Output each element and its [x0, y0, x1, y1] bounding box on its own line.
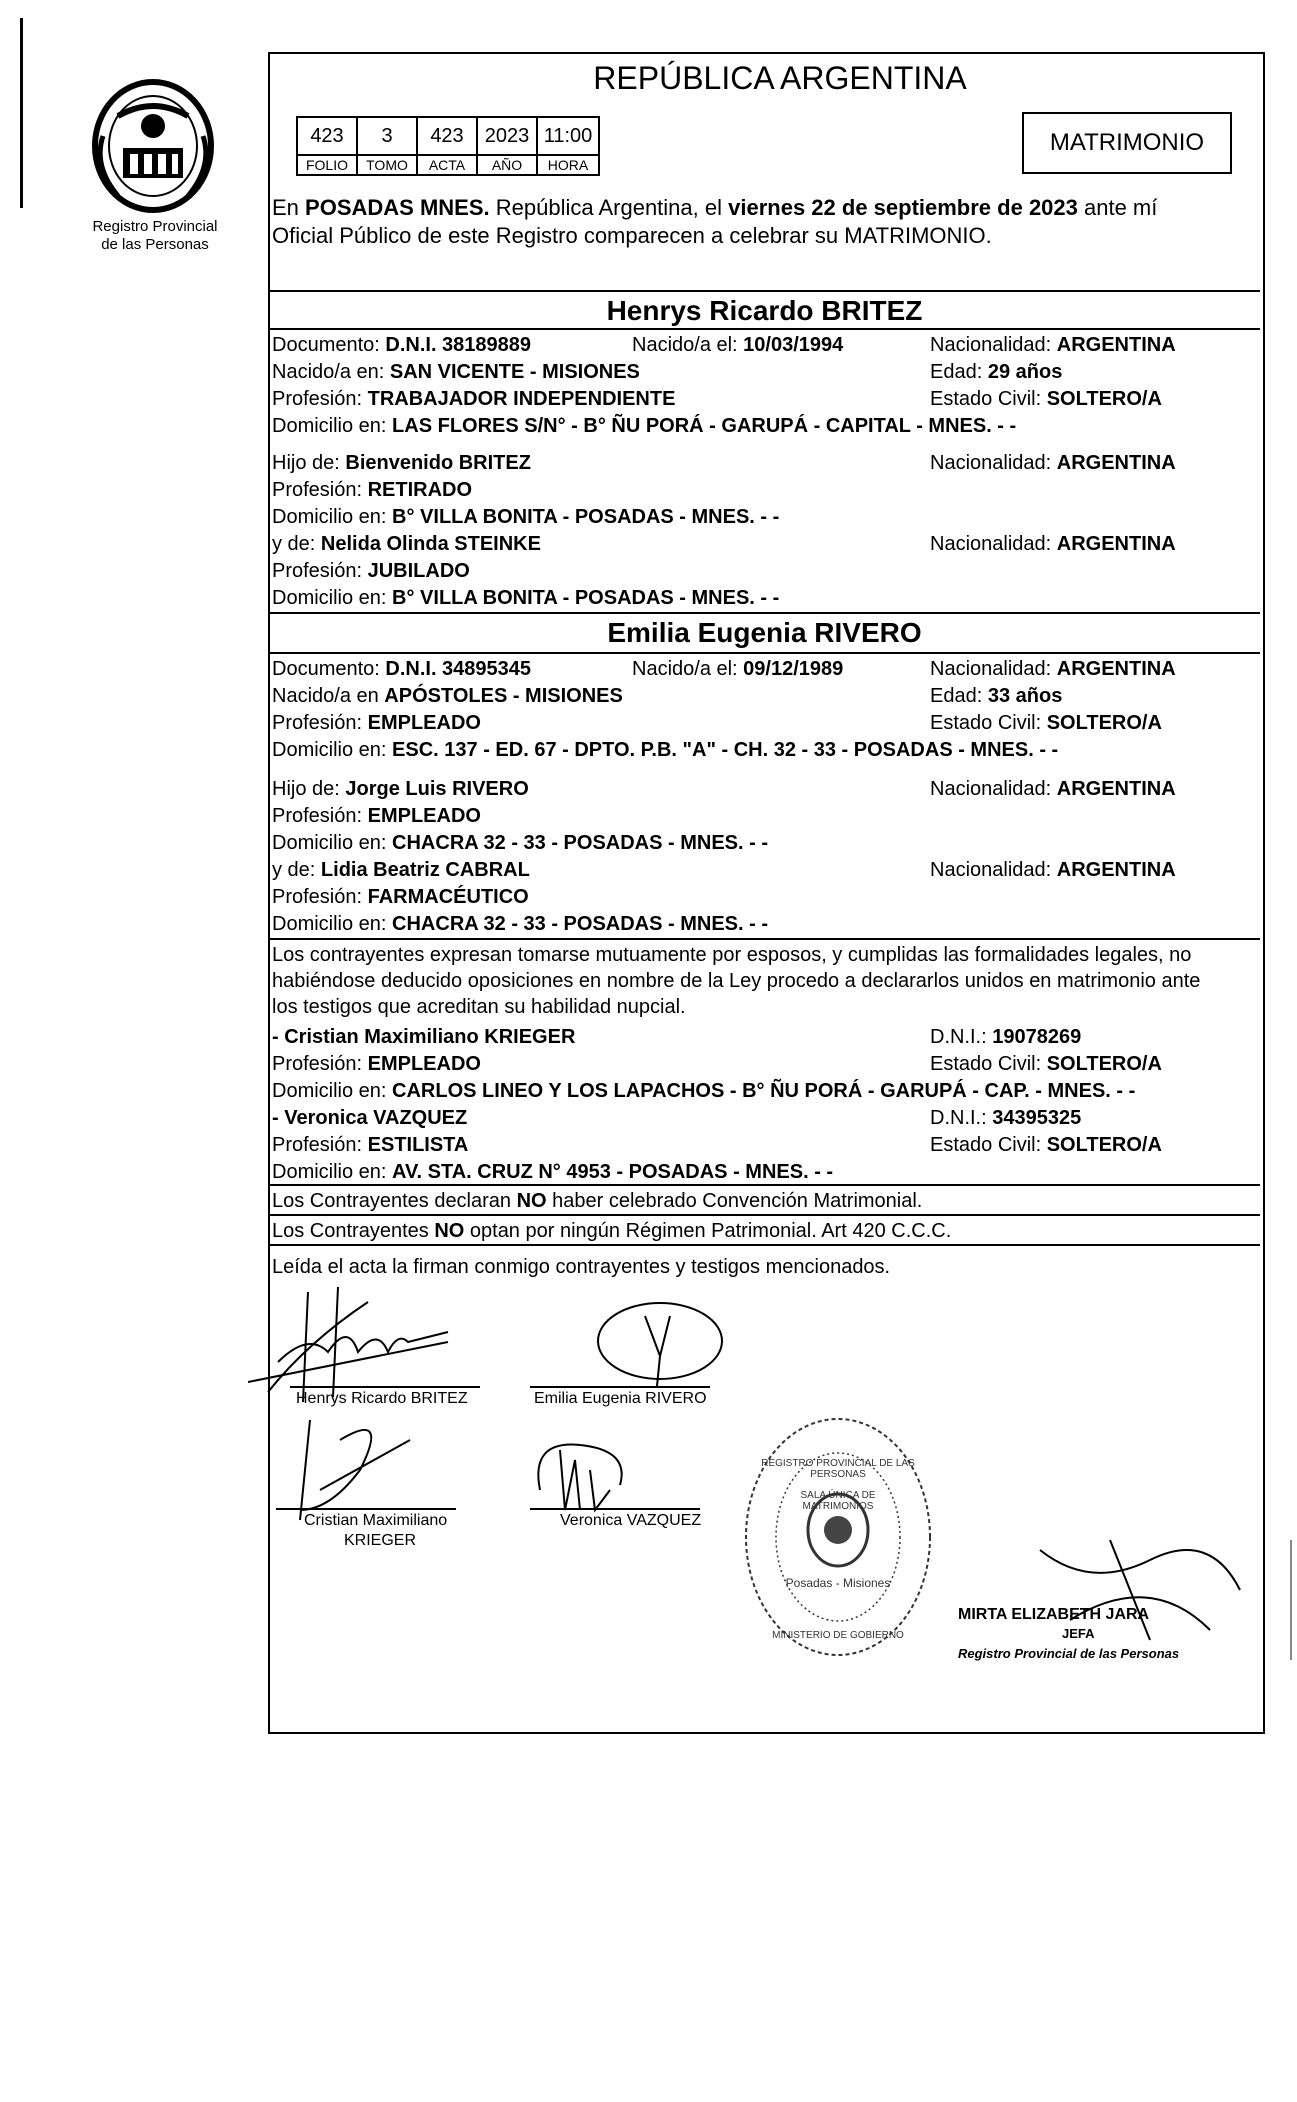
spouse1-age	[930, 359, 1062, 385]
acta-label: ACTA	[417, 155, 477, 175]
label: Estado Civil:	[930, 712, 1047, 734]
divider	[269, 290, 1260, 292]
spouse2-prof	[272, 710, 481, 736]
value: AV. STA. CRUZ N° 4953 - POSADAS - MNES. - -	[392, 1161, 834, 1183]
folio-value: 423	[297, 117, 357, 155]
logo-caption	[60, 218, 250, 254]
label: D.N.I.:	[930, 1026, 993, 1048]
spouse2-mother-addr	[272, 911, 768, 937]
value: 34395325	[992, 1107, 1082, 1129]
spouse2-father-addr	[272, 830, 768, 856]
record-type-box	[1022, 112, 1232, 174]
witness2-prof	[272, 1132, 468, 1158]
value: 09/12/1989	[743, 658, 844, 680]
label: Nacionalidad:	[930, 334, 1057, 356]
value: 10/03/1994	[743, 334, 844, 356]
value: EMPLEADO	[367, 805, 481, 827]
hora-label: HORA	[537, 155, 599, 175]
text: haber celebrado Convención Matrimonial.	[546, 1190, 923, 1212]
label: Domicilio en:	[272, 415, 393, 437]
spouse2-mother-nat	[930, 857, 1176, 883]
emphasis: NO	[516, 1190, 547, 1212]
logo-caption-line1: Registro Provincial	[92, 218, 218, 235]
label: Domicilio en:	[272, 506, 393, 528]
margin-line	[20, 18, 23, 208]
spouse2-father-nat	[930, 776, 1176, 802]
intro-text: ante mí	[1077, 195, 1158, 220]
value: LAS FLORES S/N° - B° ÑU PORÁ - GARUPÁ - CAPITAL - MNES. - -	[392, 415, 1017, 437]
label: Profesión:	[272, 1053, 368, 1075]
witness2-civil	[930, 1132, 1162, 1158]
value: D.N.I. 34895345	[385, 658, 532, 680]
label: Estado Civil:	[930, 1134, 1047, 1156]
intro-line2: Oficial Público de este Registro comparecen a celebrar su MATRIMONIO.	[272, 223, 992, 248]
label: Nacido/a en	[272, 685, 385, 707]
officer-office: Registro Provincial de las Personas	[958, 1646, 1180, 1661]
label: Profesión:	[272, 886, 368, 908]
spouse2-born	[632, 656, 843, 682]
value: ARGENTINA	[1056, 778, 1176, 800]
value: ARGENTINA	[1056, 334, 1176, 356]
label: Estado Civil:	[930, 1053, 1047, 1075]
convention-line2	[272, 1218, 951, 1244]
signature-spouse2	[585, 1296, 725, 1391]
signature-label-witness1-l2: KRIEGER	[344, 1532, 417, 1549]
label: Hijo de:	[272, 778, 346, 800]
value: CARLOS LINEO Y LOS LAPACHOS - B° ÑU PORÁ - GARUPÁ - CAP. - MNES. - -	[392, 1080, 1136, 1102]
spouse2-father-prof	[272, 803, 481, 829]
value: RETIRADO	[367, 479, 473, 501]
divider	[269, 328, 1260, 330]
record-numbers-table	[296, 116, 600, 176]
label: Edad:	[930, 685, 988, 707]
witness1-name: - Cristian Maximiliano KRIEGER	[272, 1026, 576, 1048]
signature-witness2	[520, 1430, 660, 1520]
spouse2-doc	[272, 656, 531, 682]
label: Nacionalidad:	[930, 533, 1057, 555]
signature-label-spouse2: Emilia Eugenia RIVERO	[534, 1390, 707, 1407]
declaration-line3: los testigos que acreditan su habilidad nupcial.	[272, 996, 686, 1018]
spouse1-born	[632, 332, 843, 358]
spouse2-civil	[930, 710, 1162, 736]
label: Profesión:	[272, 388, 368, 410]
value: CHACRA 32 - 33 - POSADAS - MNES. - -	[392, 832, 769, 854]
logo-caption-line2: de las Personas	[101, 236, 209, 253]
intro-line1	[272, 194, 1157, 222]
label: Nacido/a en:	[272, 361, 390, 383]
label: Domicilio en:	[272, 1080, 393, 1102]
intro-text: República Argentina, el	[489, 195, 729, 220]
officer-title: JEFA	[1062, 1626, 1095, 1641]
label: D.N.I.:	[930, 1107, 993, 1129]
signature-line-spouse2	[530, 1386, 710, 1388]
value: EMPLEADO	[367, 712, 481, 734]
spouse2-age	[930, 683, 1062, 709]
spouse2-mother-prof	[272, 884, 529, 910]
officer-name: MIRTA ELIZABETH JARA	[958, 1606, 1150, 1623]
intro-date: viernes 22 de septiembre de 2023	[728, 195, 1078, 220]
label: Domicilio en:	[272, 832, 393, 854]
spouse1-mother-addr	[272, 585, 779, 611]
value: Jorge Luis RIVERO	[345, 778, 529, 800]
witness2-dni	[930, 1105, 1081, 1131]
witness1-civil	[930, 1051, 1162, 1077]
signature-line-witness2	[530, 1508, 700, 1510]
spouse1-civil	[930, 386, 1162, 412]
value: ARGENTINA	[1056, 859, 1176, 881]
label: y de:	[272, 533, 321, 555]
value: 19078269	[992, 1026, 1082, 1048]
witness2-name: - Veronica VAZQUEZ	[272, 1107, 468, 1129]
spouse1-addr	[272, 413, 1016, 439]
spouse1-mother	[272, 531, 541, 557]
value: FARMACÉUTICO	[367, 886, 529, 908]
spouse1-mother-nat	[930, 531, 1176, 557]
seal-inner-text: SALA ÚNICA DE MATRIMONIOS	[800, 1490, 876, 1512]
spouse2-place	[272, 683, 623, 709]
label: Nacido/a el:	[632, 334, 744, 356]
value: JUBILADO	[367, 560, 470, 582]
seal-outer-text: REGISTRO PROVINCIAL DE LAS PERSONAS	[761, 1458, 915, 1480]
seal-bottom-text: MINISTERIO DE GOBIERNO	[772, 1630, 904, 1641]
value: Lidia Beatriz CABRAL	[320, 859, 530, 881]
spouse1-father-nat	[930, 450, 1176, 476]
spouse1-father-prof	[272, 477, 472, 503]
signature-label-spouse1: Henrys Ricardo BRITEZ	[296, 1390, 468, 1407]
witness1-addr	[272, 1078, 1135, 1104]
divider	[269, 1214, 1260, 1216]
folio-label: FOLIO	[297, 155, 357, 175]
value: Bienvenido BRITEZ	[345, 452, 531, 474]
signature-label-witness2: Veronica VAZQUEZ	[560, 1512, 702, 1529]
value: B° VILLA BONITA - POSADAS - MNES. - -	[392, 587, 780, 609]
spouse1-place	[272, 359, 640, 385]
convention-line1	[272, 1188, 922, 1214]
label: Nacionalidad:	[930, 778, 1057, 800]
label: Domicilio en:	[272, 587, 393, 609]
signature-officer	[1010, 1530, 1250, 1650]
spouse2-nat	[930, 656, 1176, 682]
record-labels-row	[297, 155, 599, 175]
divider	[269, 938, 1260, 940]
spouse1-nat	[930, 332, 1176, 358]
witness1-prof	[272, 1051, 481, 1077]
label: Edad:	[930, 361, 988, 383]
value: SOLTERO/A	[1046, 712, 1162, 734]
divider	[269, 1244, 1260, 1246]
margin-line-right	[1290, 1540, 1292, 1660]
divider	[269, 1184, 1260, 1186]
label: Profesión:	[272, 712, 368, 734]
signature-label-witness1-l1: Cristian Maximiliano	[304, 1512, 448, 1529]
label: Domicilio en:	[272, 1161, 393, 1183]
value: SOLTERO/A	[1046, 1134, 1162, 1156]
country-title: REPÚBLICA ARGENTINA	[593, 60, 967, 96]
witness1-dni	[930, 1024, 1081, 1050]
text: optan por ningún Régimen Patrimonial. Art 420 C.C.C.	[464, 1220, 952, 1242]
text: Los Contrayentes declaran	[272, 1190, 517, 1212]
province-logo	[78, 76, 228, 216]
value: ESC. 137 - ED. 67 - DPTO. P.B. "A" - CH. 32 - 33 - POSADAS - MNES. - -	[392, 739, 1059, 761]
label: Hijo de:	[272, 452, 346, 474]
label: y de:	[272, 859, 321, 881]
emphasis: NO	[434, 1220, 465, 1242]
label: Profesión:	[272, 479, 368, 501]
divider	[269, 612, 1260, 614]
closing-text: Leída el acta la firman conmigo contrayentes y testigos mencionados.	[272, 1256, 891, 1278]
label: Profesión:	[272, 560, 368, 582]
intro-text: En	[272, 195, 306, 220]
record-values-row	[297, 117, 599, 155]
spouse1-doc	[272, 332, 531, 358]
value: SAN VICENTE - MISIONES	[389, 361, 640, 383]
spouse2-addr	[272, 737, 1058, 763]
declaration-line2: habiéndose deducido oposiciones en nombre de la Ley procedo a declararlos unidos en matrimonio ante	[272, 970, 1201, 992]
value: D.N.I. 38189889	[385, 334, 532, 356]
text: Los Contrayentes	[272, 1220, 435, 1242]
label: Nacido/a el:	[632, 658, 744, 680]
label: Documento:	[272, 658, 386, 680]
signature-line-spouse1	[290, 1386, 480, 1388]
label: Estado Civil:	[930, 388, 1047, 410]
label: Domicilio en:	[272, 913, 393, 935]
declaration-line1: Los contrayentes expresan tomarse mutuamente por esposos, y cumplidas las formalidades legales, no	[272, 944, 1192, 966]
signature-line-witness1	[276, 1508, 456, 1510]
spouse2-father	[272, 776, 529, 802]
value: 33 años	[987, 685, 1063, 707]
anio-value: 2023	[477, 117, 537, 155]
value: B° VILLA BONITA - POSADAS - MNES. - -	[392, 506, 780, 528]
value: 29 años	[987, 361, 1063, 383]
label: Nacionalidad:	[930, 452, 1057, 474]
spouse1-father-addr	[272, 504, 779, 530]
value: SOLTERO/A	[1046, 1053, 1162, 1075]
value: ESTILISTA	[367, 1134, 469, 1156]
value: CHACRA 32 - 33 - POSADAS - MNES. - -	[392, 913, 769, 935]
acta-value: 423	[417, 117, 477, 155]
record-type-label: MATRIMONIO	[1049, 129, 1205, 156]
spouse2-mother	[272, 857, 530, 883]
seal-city-text: Posadas - Misiones	[785, 1576, 891, 1590]
hora-value: 11:00	[537, 117, 599, 155]
value: SOLTERO/A	[1046, 388, 1162, 410]
spouse1-mother-prof	[272, 558, 470, 584]
tomo-label: TOMO	[357, 155, 417, 175]
witness2-addr	[272, 1159, 833, 1185]
tomo-value: 3	[357, 117, 417, 155]
label: Profesión:	[272, 1134, 368, 1156]
value: ARGENTINA	[1056, 452, 1176, 474]
spouse1-father	[272, 450, 531, 476]
label: Nacionalidad:	[930, 658, 1057, 680]
intro-place: POSADAS MNES.	[305, 195, 490, 220]
value: ARGENTINA	[1056, 658, 1176, 680]
label: Domicilio en:	[272, 739, 393, 761]
value: TRABAJADOR INDEPENDIENTE	[367, 388, 676, 410]
spouse2-name: Emilia Eugenia RIVERO	[607, 617, 922, 648]
value: APÓSTOLES - MISIONES	[384, 685, 623, 707]
spouse1-prof	[272, 386, 675, 412]
label: Nacionalidad:	[930, 859, 1057, 881]
spouse1-name: Henrys Ricardo BRITEZ	[606, 295, 923, 326]
value: EMPLEADO	[367, 1053, 481, 1075]
divider	[269, 652, 1260, 654]
label: Documento:	[272, 334, 386, 356]
value: Nelida Olinda STEINKE	[320, 533, 541, 555]
official-seal	[738, 1412, 938, 1662]
anio-label: AÑO	[477, 155, 537, 175]
value: ARGENTINA	[1056, 533, 1176, 555]
label: Profesión:	[272, 805, 368, 827]
